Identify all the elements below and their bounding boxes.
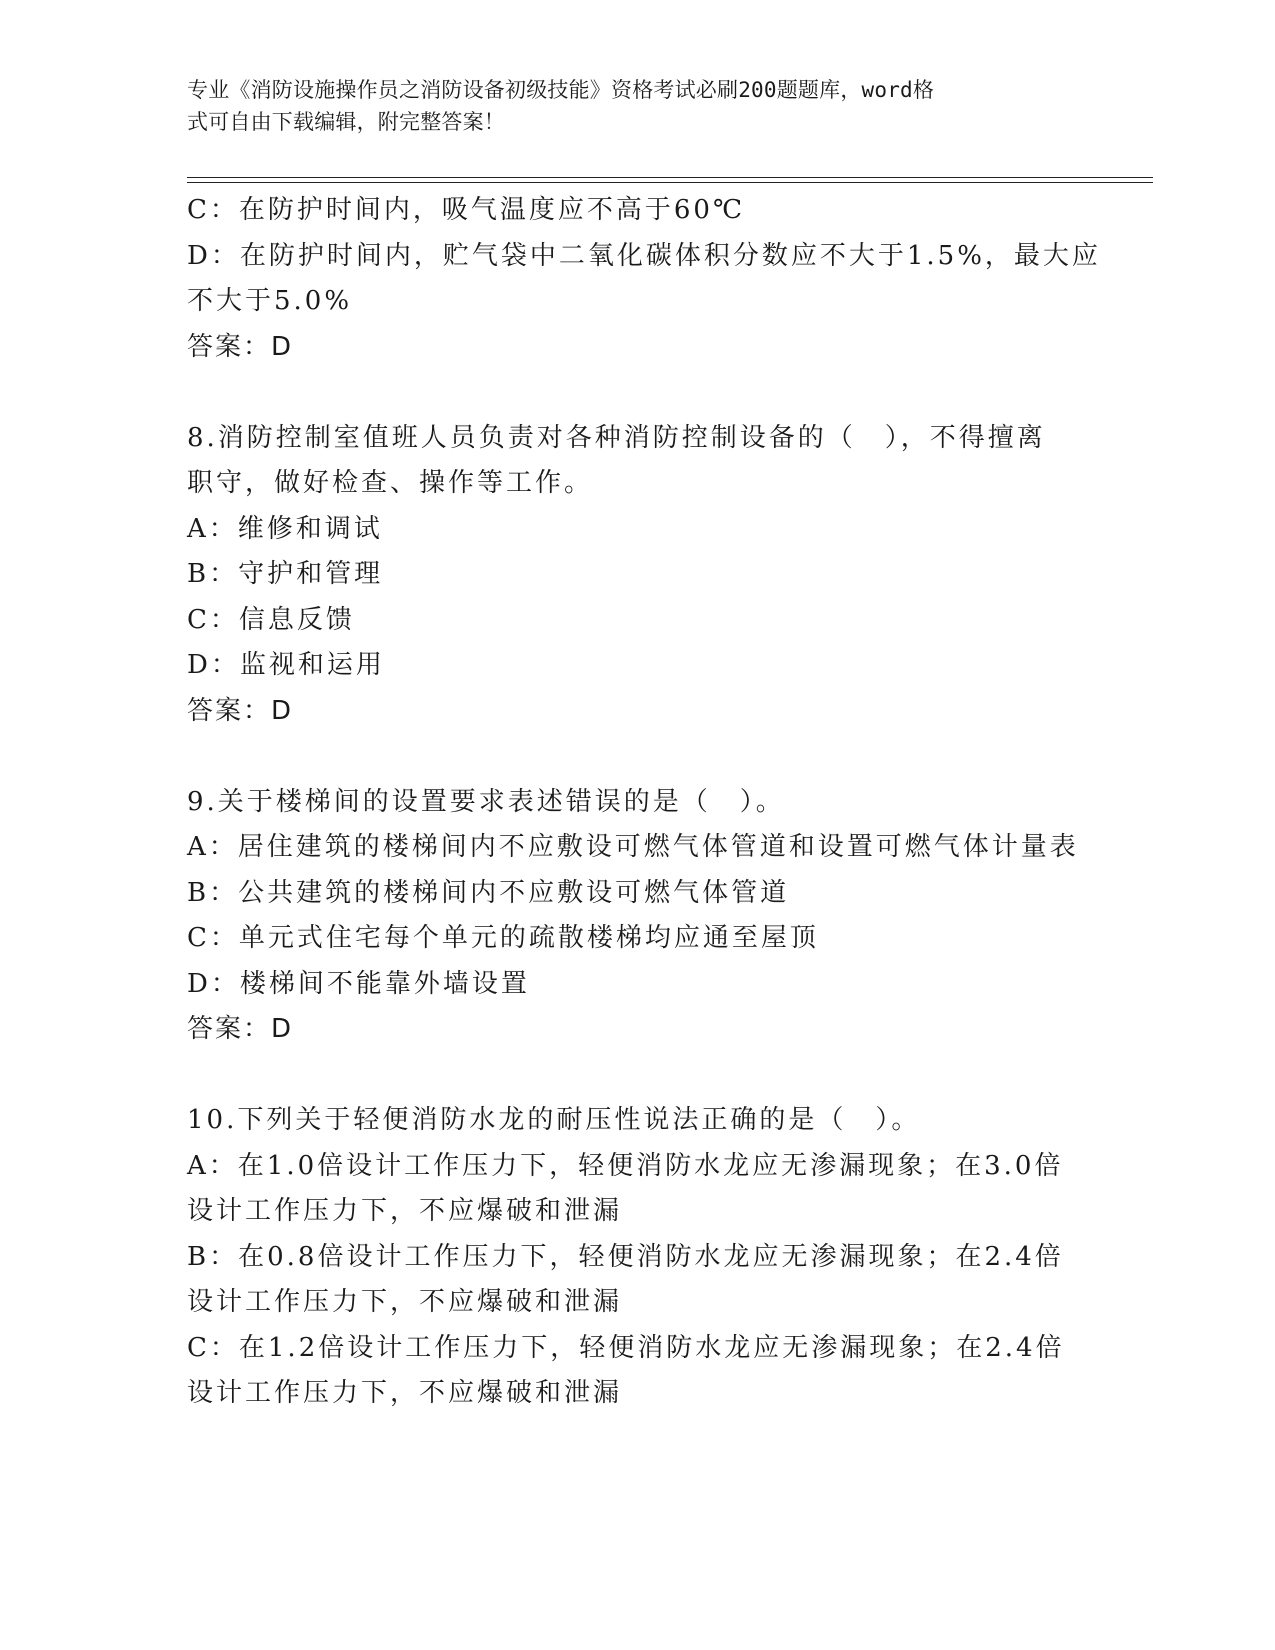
option-d-continued: 不大于5.0%	[187, 286, 353, 316]
header-divider-top	[187, 177, 1153, 178]
option-c: C：在1.2倍设计工作压力下，轻便消防水龙应无渗漏现象；在2.4倍	[187, 1332, 1065, 1363]
question-7-tail	[187, 188, 1101, 370]
header-line-2: 式可自由下载编辑，附完整答案！	[187, 110, 505, 134]
option-b: B：公共建筑的楼梯间内不应敷设可燃气体管道	[187, 877, 790, 908]
option-d: D：楼梯间不能靠外墙设置	[187, 968, 530, 999]
option-c-continued: 设计工作压力下，不应爆破和泄漏	[187, 1378, 623, 1408]
option-c: C：在防护时间内，吸气温度应不高于60℃	[187, 195, 746, 225]
question-stem: 8.消防控制室值班人员负责对各种消防控制设备的（ ），不得擅离	[187, 422, 1046, 453]
option-c: C：信息反馈	[187, 604, 355, 635]
question-9	[187, 780, 1087, 1053]
answer-line: 答案：D	[187, 1014, 294, 1044]
document-header	[187, 74, 1057, 138]
answer-line: 答案：D	[187, 695, 294, 726]
option-a: A：居住建筑的楼梯间内不应敷设可燃气体管道和设置可燃气体计量表	[187, 832, 1079, 862]
option-a-continued: 设计工作压力下，不应爆破和泄漏	[187, 1196, 623, 1226]
question-stem: 9.关于楼梯间的设置要求表述错误的是（ ）。	[187, 786, 785, 817]
option-c: C：单元式住宅每个单元的疏散楼梯均应通至屋顶	[187, 923, 819, 953]
header-line-1: 专业《消防设施操作员之消防设备初级技能》资格考试必刷200题题库，word格	[187, 78, 935, 102]
spacer	[187, 370, 1087, 416]
question-stem: 10.下列关于轻便消防水龙的耐压性说法正确的是（ ）。	[187, 1105, 921, 1135]
question-stem-continued: 职守，做好检查、操作等工作。	[187, 468, 594, 498]
option-d: D：监视和运用	[187, 650, 385, 680]
option-d: D：在防护时间内，贮气袋中二氧化碳体积分数应不大于1.5%，最大应	[187, 240, 1101, 271]
spacer	[187, 734, 1087, 780]
spacer	[187, 1053, 1087, 1099]
option-b-continued: 设计工作压力下，不应爆破和泄漏	[187, 1287, 623, 1317]
question-list	[187, 188, 1101, 1417]
question-8	[187, 416, 1087, 735]
option-a: A：在1.0倍设计工作压力下，轻便消防水龙应无渗漏现象；在3.0倍	[187, 1150, 1064, 1181]
answer-line: 答案：D	[187, 331, 294, 362]
option-a: A：维修和调试	[187, 513, 383, 544]
option-b: B：守护和管理	[187, 559, 384, 589]
question-10	[187, 1098, 1087, 1417]
option-b: B：在0.8倍设计工作压力下，轻便消防水龙应无渗漏现象；在2.4倍	[187, 1241, 1064, 1272]
header-divider-bottom	[187, 182, 1153, 183]
